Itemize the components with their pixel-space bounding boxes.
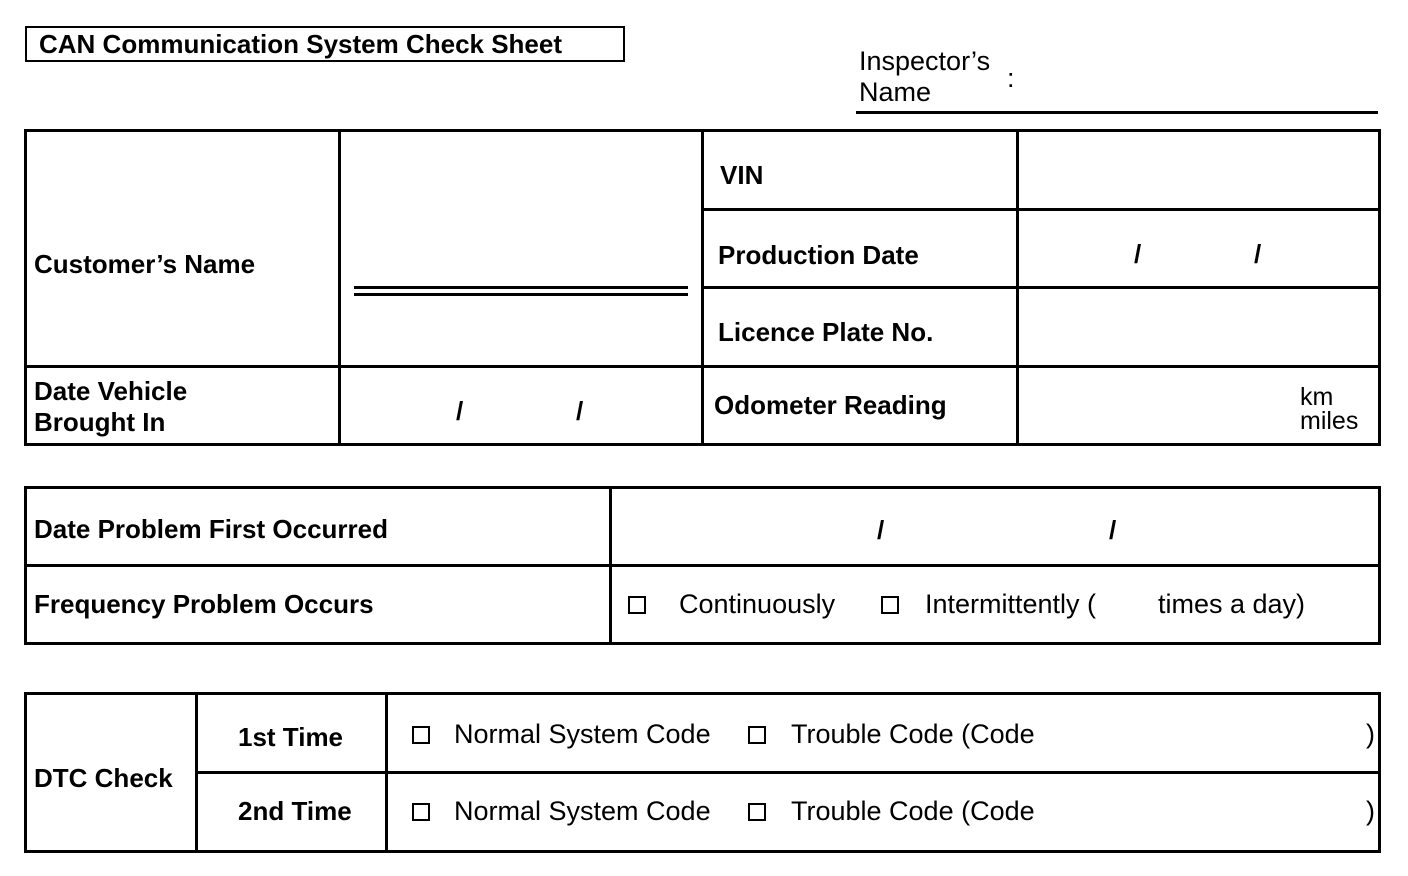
- date-first-occurred-label: Date Problem First Occurred: [34, 514, 388, 544]
- inspector-label-line1: Inspector’s: [859, 46, 991, 76]
- date-brought-in-field[interactable]: [341, 368, 700, 442]
- licence-plate-field[interactable]: [1019, 289, 1377, 364]
- odometer-label: Odometer Reading: [714, 390, 947, 420]
- trouble-code-field[interactable]: [1050, 719, 1360, 751]
- trouble-code-label: Trouble Code (Code: [791, 719, 1035, 749]
- vin-label: VIN: [720, 160, 764, 190]
- normal-code-label: Normal System Code: [454, 796, 711, 826]
- date-separator: /: [1254, 239, 1262, 269]
- date-separator: /: [456, 396, 464, 426]
- inspector-colon: :: [1007, 63, 1015, 93]
- continuous-option-label: Continuously: [679, 589, 836, 619]
- intermittent-option-label: Intermittently (: [925, 589, 1097, 619]
- date-separator: /: [1109, 515, 1117, 545]
- trouble-code-label: Trouble Code (Code: [791, 796, 1035, 826]
- sheet-title: CAN Communication System Check Sheet: [39, 29, 563, 59]
- unit-km: km: [1300, 383, 1334, 411]
- odometer-units: [1300, 385, 1358, 433]
- inspector-label: [859, 46, 990, 108]
- dtc-check-label: DTC Check: [34, 763, 173, 793]
- date-brought-in-label: Date Vehicle Brought In: [34, 376, 188, 437]
- production-date-label: Production Date: [718, 240, 919, 270]
- inspector-label-line2: Name: [859, 77, 932, 107]
- trouble-code-field[interactable]: [1050, 796, 1360, 828]
- intermittent-checkbox[interactable]: [881, 596, 899, 614]
- times-per-day-field[interactable]: [1105, 589, 1155, 619]
- close-paren: ): [1366, 796, 1375, 826]
- continuous-checkbox[interactable]: [628, 596, 646, 614]
- frequency-label: Frequency Problem Occurs: [34, 589, 374, 619]
- inspector-name-field[interactable]: [856, 111, 1378, 114]
- close-paren: ): [1366, 719, 1375, 749]
- date-first-occurred-field[interactable]: [612, 489, 1377, 563]
- times-a-day-label: times a day): [1158, 589, 1306, 619]
- trouble-code-checkbox[interactable]: [748, 726, 766, 744]
- date-separator: /: [877, 515, 885, 545]
- vin-field[interactable]: [1019, 132, 1377, 207]
- dtc-time-label: 1st Time: [238, 722, 344, 752]
- customer-name-label: Customer’s Name: [34, 249, 256, 279]
- normal-code-checkbox[interactable]: [412, 803, 430, 821]
- trouble-code-checkbox[interactable]: [748, 803, 766, 821]
- dtc-time-label: 2nd Time: [238, 796, 352, 826]
- production-date-field[interactable]: [1019, 211, 1377, 285]
- licence-plate-label: Licence Plate No.: [718, 317, 934, 347]
- date-separator: /: [1134, 239, 1142, 269]
- unit-miles: miles: [1300, 407, 1359, 435]
- normal-code-label: Normal System Code: [454, 719, 711, 749]
- normal-code-checkbox[interactable]: [412, 726, 430, 744]
- date-separator: /: [576, 396, 584, 426]
